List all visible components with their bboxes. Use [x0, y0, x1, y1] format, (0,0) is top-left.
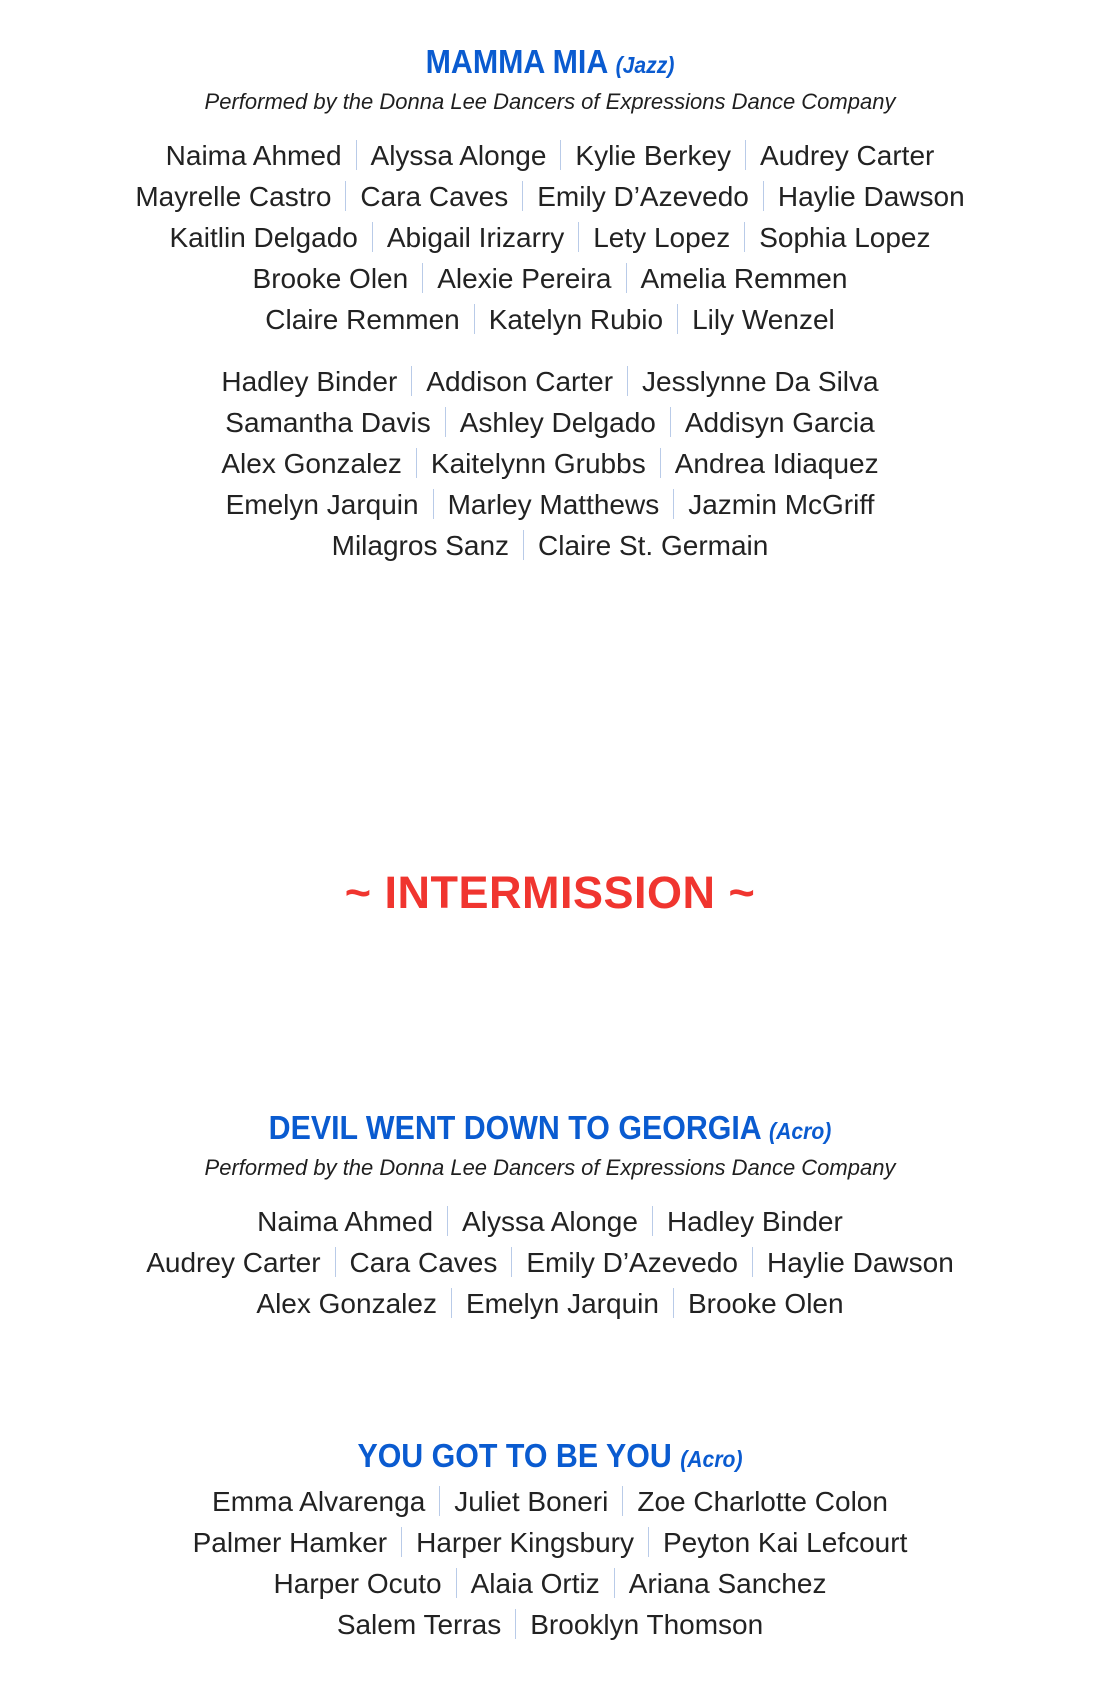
name-separator — [335, 1247, 336, 1277]
dancer-name: Alex Gonzalez — [256, 1288, 437, 1319]
dancer-name: Brooke Olen — [252, 263, 409, 294]
section-title — [44, 1108, 1056, 1151]
dancer-name: Naima Ahmed — [257, 1206, 434, 1237]
name-separator — [627, 366, 628, 396]
dancer-name: Harper Ocuto — [273, 1568, 442, 1599]
name-separator — [433, 489, 434, 519]
dancer-name: Zoe Charlotte Colon — [637, 1486, 888, 1517]
genre-text: (Acro) — [680, 1446, 743, 1472]
dancer-name: Alyssa Alonge — [370, 140, 547, 171]
dancer-name: Ariana Sanchez — [628, 1568, 827, 1599]
dancer-name: Cara Caves — [349, 1247, 498, 1278]
dancer-name: Jesslynne Da Silva — [642, 366, 879, 397]
name-separator — [744, 222, 745, 252]
dancer-name: Emily D’Azevedo — [537, 181, 749, 212]
dancer-name: Claire Remmen — [265, 304, 460, 335]
dancer-name: Alex Gonzalez — [221, 448, 402, 479]
title-text: DEVIL WENT DOWN TO GEORGIA — [268, 1109, 761, 1146]
name-separator — [626, 263, 627, 293]
name-separator — [763, 181, 764, 211]
cast-group — [0, 1201, 1100, 1324]
dancer-name: Marley Matthews — [447, 489, 660, 520]
cast-group — [0, 361, 1100, 566]
cast-line — [0, 402, 1100, 443]
dancer-name: Audrey Carter — [760, 140, 935, 171]
name-separator — [677, 304, 678, 334]
name-separator — [673, 1288, 674, 1318]
dancer-name: Abigail Irizarry — [386, 222, 565, 253]
intermission-block — [0, 868, 1100, 918]
dancer-name: Kaitlin Delgado — [169, 222, 358, 253]
intermission-heading: ~ INTERMISSION ~ — [344, 867, 756, 918]
name-separator — [474, 304, 475, 334]
section-you-got-to-be-you — [0, 1436, 1100, 1645]
dancer-name: Lily Wenzel — [692, 304, 835, 335]
cast-line — [0, 176, 1100, 217]
name-separator — [652, 1206, 653, 1236]
cast-line — [0, 443, 1100, 484]
dancer-name: Mayrelle Castro — [135, 181, 332, 212]
cast-group — [0, 1481, 1100, 1645]
dancer-name: Addison Carter — [426, 366, 614, 397]
genre-text: (Jazz) — [615, 52, 675, 78]
dancer-name: Emily D’Azevedo — [526, 1247, 739, 1278]
name-separator — [345, 181, 346, 211]
cast-line — [0, 1242, 1100, 1283]
dancer-name: Kylie Berkey — [575, 140, 732, 171]
name-separator — [560, 140, 561, 170]
name-separator — [578, 222, 579, 252]
dancer-name: Brooke Olen — [687, 1288, 844, 1319]
dancer-name: Amelia Remmen — [640, 263, 848, 294]
name-separator — [372, 222, 373, 252]
cast-line — [0, 1604, 1100, 1645]
dancer-name: Harper Kingsbury — [416, 1527, 634, 1558]
cast-group — [0, 135, 1100, 340]
name-separator — [411, 366, 412, 396]
name-separator — [614, 1568, 615, 1598]
name-separator — [648, 1527, 649, 1557]
section-mamma-mia — [0, 42, 1100, 566]
dancer-name: Salem Terras — [336, 1609, 502, 1640]
dancer-name: Haylie Dawson — [777, 181, 965, 212]
dancer-name: Juliet Boneri — [454, 1486, 609, 1517]
dancer-name: Palmer Hamker — [192, 1527, 388, 1558]
dancer-name: Kaitelynn Grubbs — [430, 448, 646, 479]
dancer-name: Haylie Dawson — [767, 1247, 954, 1278]
name-separator — [439, 1486, 440, 1516]
name-separator — [670, 407, 671, 437]
dancer-name: Lety Lopez — [593, 222, 731, 253]
name-separator — [447, 1206, 448, 1236]
name-separator — [673, 489, 674, 519]
dancer-name: Jazmin McGriff — [688, 489, 875, 520]
dancer-name: Brooklyn Thomson — [530, 1609, 764, 1640]
cast-line — [0, 1283, 1100, 1324]
dancer-name: Alexie Pereira — [437, 263, 612, 294]
name-separator — [445, 407, 446, 437]
dancer-name: Alaia Ortiz — [470, 1568, 600, 1599]
name-separator — [401, 1527, 402, 1557]
dancer-name: Ashley Delgado — [459, 407, 656, 438]
dancer-name: Andrea Idiaquez — [674, 448, 879, 479]
dancer-name: Peyton Kai Lefcourt — [662, 1527, 908, 1558]
dancer-name: Audrey Carter — [146, 1247, 321, 1278]
cast-line — [0, 484, 1100, 525]
section-subtitle: Performed by the Donna Lee Dancers of Expressions Dance Company — [204, 1155, 896, 1180]
cast-line — [0, 361, 1100, 402]
name-separator — [523, 530, 524, 560]
name-separator — [511, 1247, 512, 1277]
dancer-name: Naima Ahmed — [165, 140, 342, 171]
cast-line — [0, 1522, 1100, 1563]
dancer-name: Cara Caves — [360, 181, 509, 212]
name-separator — [456, 1568, 457, 1598]
dancer-name: Emelyn Jarquin — [465, 1288, 659, 1319]
dancer-name: Sophia Lopez — [759, 222, 931, 253]
name-separator — [515, 1609, 516, 1639]
cast-line — [0, 1201, 1100, 1242]
cast-line — [0, 1481, 1100, 1522]
section-title — [44, 1436, 1056, 1479]
dancer-name: Milagros Sanz — [331, 530, 510, 561]
name-separator — [416, 448, 417, 478]
name-separator — [522, 181, 523, 211]
title-text: YOU GOT TO BE YOU — [357, 1437, 672, 1474]
dancer-name: Emma Alvarenga — [212, 1486, 426, 1517]
name-separator — [745, 140, 746, 170]
name-separator — [356, 140, 357, 170]
dancer-name: Hadley Binder — [221, 366, 398, 397]
dancer-name: Addisyn Garcia — [684, 407, 875, 438]
dancer-name: Emelyn Jarquin — [225, 489, 419, 520]
dancer-name: Claire St. Germain — [538, 530, 769, 561]
name-separator — [660, 448, 661, 478]
dancer-name: Alyssa Alonge — [462, 1206, 638, 1237]
cast-line — [0, 217, 1100, 258]
dancer-name: Hadley Binder — [666, 1206, 843, 1237]
section-devil-went-down-to-georgia — [0, 1108, 1100, 1324]
title-text: MAMMA MIA — [425, 43, 608, 80]
section-subtitle: Performed by the Donna Lee Dancers of Expressions Dance Company — [204, 89, 896, 114]
dancer-name: Samantha Davis — [225, 407, 431, 438]
cast-line — [0, 135, 1100, 176]
name-separator — [451, 1288, 452, 1318]
dancer-name: Katelyn Rubio — [488, 304, 664, 335]
name-separator — [422, 263, 423, 293]
cast-line — [0, 1563, 1100, 1604]
cast-line — [0, 525, 1100, 566]
cast-line — [0, 258, 1100, 299]
cast-line — [0, 299, 1100, 340]
section-title — [44, 42, 1056, 85]
name-separator — [752, 1247, 753, 1277]
genre-text: (Acro) — [769, 1118, 832, 1144]
name-separator — [622, 1486, 623, 1516]
